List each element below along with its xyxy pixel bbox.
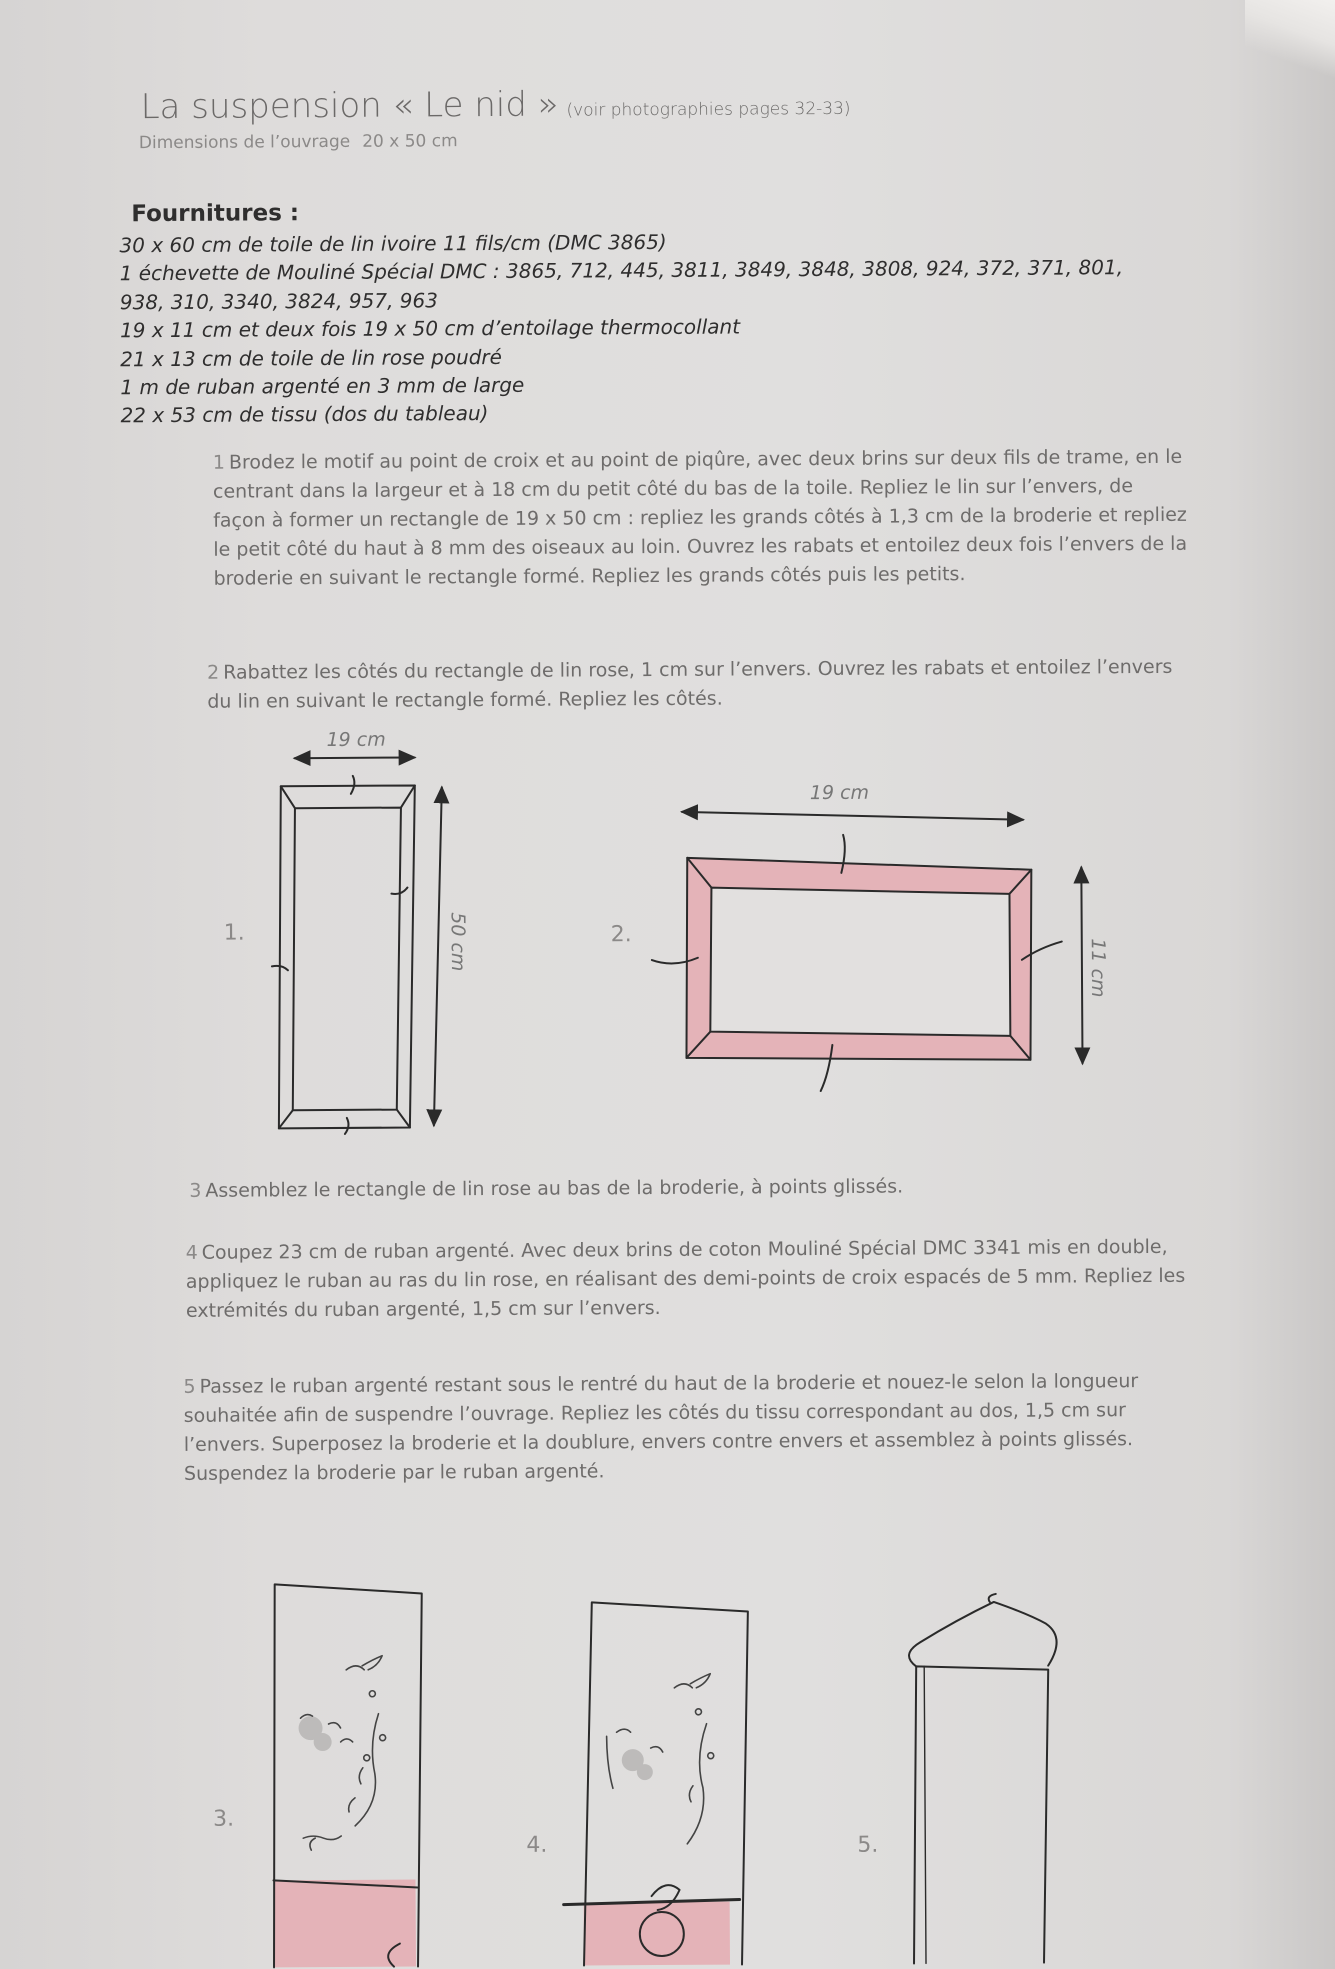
dimensions-label: Dimensions de l’ouvrage — [138, 131, 351, 154]
dimensions-value: 20 x 50 cm — [362, 131, 458, 152]
fig1-width-arrow — [295, 757, 415, 758]
supply-item: 30 x 60 cm de toile de lin ivoire 11 fils/cm (DMC 3865) — [119, 229, 667, 258]
fig1-outer-rect — [277, 785, 417, 1128]
supply-item: 1 échevette de Mouliné Spécial DMC : 3865, 712, 445, 3811, 3849, 3848, 3808, 924, 372, 371, 801, — [119, 255, 1124, 286]
supply-item: 1 m de ruban argenté en 3 mm de large — [120, 372, 525, 400]
supply-item: 938, 310, 3340, 3824, 957, 963 — [119, 288, 438, 315]
fig4-embroidery-motif — [606, 1674, 714, 1845]
supply-item: 22 x 53 cm de tissu (dos du tableau) — [120, 401, 489, 428]
figure-2-diagram — [651, 780, 1110, 1092]
fig1-inner-rect — [291, 808, 403, 1111]
step-text: Passez le ruban argenté restant sous le rentré du haut de la broderie et nouez-le selon la longueur souhaitée afin de suspendre l’ouvrage. Repliez les côtés du tissu correspondant au dos, 1,5 cm sur l’envers. Superposez la broderie et la doublure, envers contre envers et assemblez à points glissés. Suspendez la broderie par le ruban argenté. — [183, 1370, 1139, 1485]
fig5-ribbon-knot — [989, 1594, 996, 1602]
figure-2-label: 2. — [610, 922, 632, 948]
fig1-height-label: 50 cm — [446, 912, 469, 972]
figure-5-label: 5. — [857, 1832, 879, 1858]
fig2-width-label: 19 cm — [809, 781, 870, 805]
fig5-fold-line — [924, 1666, 926, 1963]
supply-item: 21 x 13 cm de toile de lin rose poudré — [120, 344, 502, 371]
step-number: 3 — [189, 1179, 202, 1202]
figure-1-diagram — [270, 728, 469, 1134]
figure-3-label: 3. — [213, 1806, 235, 1832]
figure-1-label: 1. — [223, 920, 245, 946]
fig2-height-label: 11 cm — [1086, 938, 1110, 998]
fig1-height-arrow — [432, 787, 444, 1125]
step-number: 2 — [207, 661, 220, 684]
fig2-height-arrow — [1081, 867, 1082, 1063]
figure-4-label: 4. — [526, 1832, 548, 1858]
figure-4-diagram — [562, 1601, 750, 1965]
step-text: Assemblez le rectangle de lin rose au bas de la broderie, à points glissés. — [205, 1175, 904, 1202]
fig1-fold-mark — [345, 1118, 349, 1134]
fig1-fold-corners — [277, 785, 417, 1128]
figure-3-diagram — [272, 1583, 424, 1967]
step-text: Coupez 23 cm de ruban argenté. Avec deux brins de coton Mouliné Spécial DMC 3341 mis en double, appliquez le ruban au ras du lin rose, en réalisant des demi-points de croix espacés de 5 mm. Repliez les extrémités du ruban argenté, 1,5 cm sur l’envers. — [185, 1235, 1186, 1322]
fig5-hanging-ribbon — [909, 1602, 1057, 1667]
fig2-inner-rect — [709, 886, 1010, 1038]
step-number: 4 — [185, 1241, 198, 1264]
fig5-panel-outline — [912, 1666, 1050, 1964]
fig3-embroidery-motif — [298, 1656, 386, 1851]
step-number: 1 — [212, 451, 225, 474]
title-reference: (voir photographies pages 32-33) — [566, 98, 851, 121]
title-text: La suspension « Le nid » — [140, 84, 559, 128]
fig1-width-label: 19 cm — [326, 728, 386, 752]
fig2-width-arrow — [682, 810, 1023, 822]
supply-item: 19 x 11 cm et deux fois 19 x 50 cm d’entoilage thermocollant — [119, 314, 741, 343]
step-text: Rabattez les côtés du rectangle de lin rose, 1 cm sur l’envers. Ouvrez les rabats et entoilez l’envers du lin en suivant le rectangle formé. Repliez les côtés. — [207, 655, 1173, 713]
step-text: Brodez le motif au point de croix et au point de piqûre, avec deux brins sur deux fils de trame, en le centrant dans la largeur et à 18 cm du petit côté du bas de la toile. Repliez le lin sur l’envers, de façon à former un rectangle de 19 x 50 cm : repliez les grands côtés à 1,3 cm de la broderie et repliez le petit côté du haut à 8 mm des oiseaux au loin. Ouvrez les rabats et entoilez deux fois l’envers de la broderie en suivant le rectangle formé. Repliez les grands côtés puis les petits. — [212, 445, 1188, 590]
supplies-heading: Fournitures : — [131, 200, 300, 228]
figure-5-diagram — [909, 1594, 1059, 1964]
fig3-pink-band — [273, 1879, 416, 1967]
step-number: 5 — [183, 1375, 196, 1398]
